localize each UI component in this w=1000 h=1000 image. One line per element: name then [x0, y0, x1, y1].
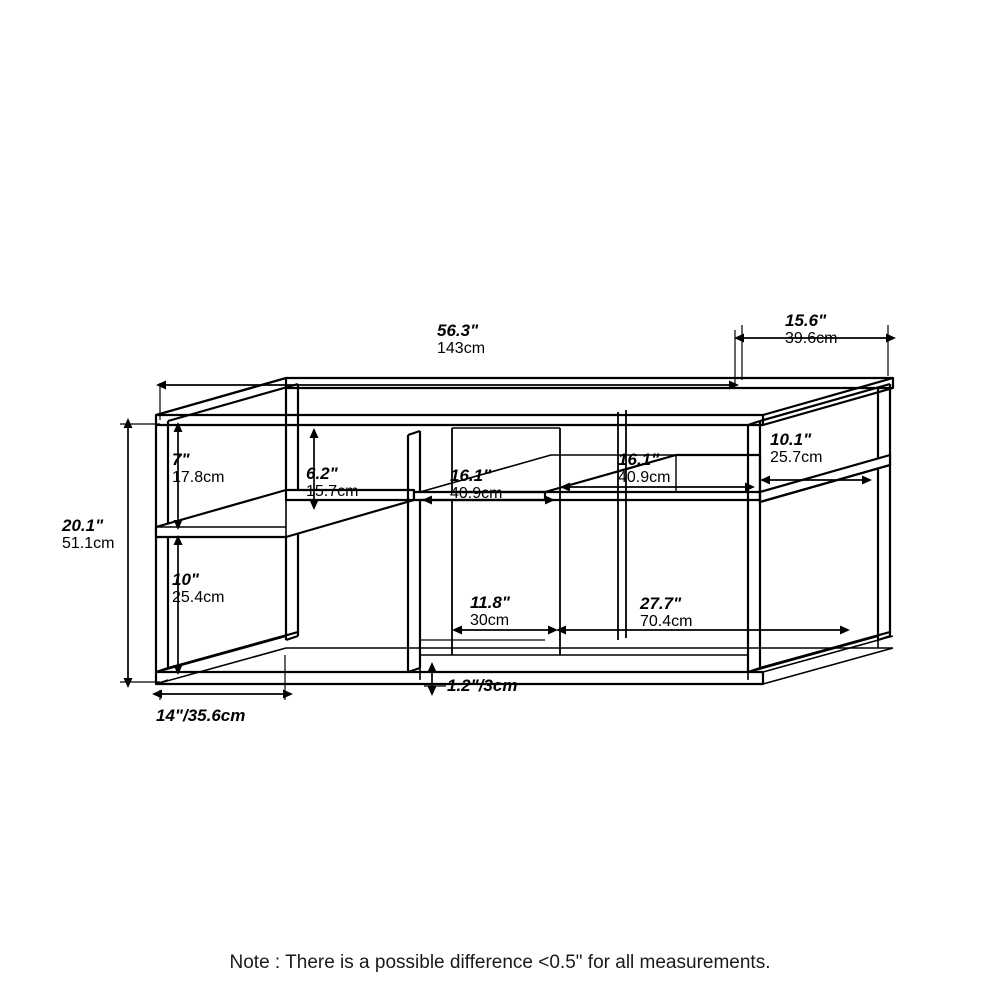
dimension-value-inches: 56.3"	[437, 321, 479, 340]
dimension-overall-width	[437, 321, 485, 358]
dimension-side-opening-depth	[306, 464, 358, 501]
dimension-value-inches: 20.1"	[62, 516, 104, 535]
dimension-value-cm: 51.1cm	[62, 535, 115, 553]
dimension-overall-depth	[785, 311, 837, 348]
dimension-value-cm: 70.4cm	[640, 613, 693, 631]
dimension-value-inches: 7"	[172, 450, 190, 469]
dimension-value-cm: 17.8cm	[172, 469, 225, 487]
dimension-value-inches: 15.6"	[785, 311, 827, 330]
dimension-mid-bay-left-width	[450, 466, 502, 503]
dimension-overall-height	[62, 516, 114, 553]
dimension-value-inches: 1.2"/3cm	[447, 676, 518, 695]
dimension-value-inches: 6.2"	[306, 464, 338, 483]
dimension-value-inches: 10.1"	[770, 430, 812, 449]
dimension-bottom-depth	[156, 706, 245, 726]
dimension-lower-bay-left-width	[470, 593, 510, 630]
dimension-value-inches: 11.8"	[470, 593, 510, 612]
dimension-top-shelf-clearance	[172, 450, 224, 487]
dimension-lower-bay-right-width	[640, 594, 692, 631]
dimension-value-cm: 15.7cm	[306, 483, 359, 501]
dimension-value-inches: 27.7"	[640, 594, 682, 613]
dimension-value-cm: 39.6cm	[785, 330, 838, 348]
dimension-right-shelf-depth	[770, 430, 822, 467]
dimension-base-thickness	[447, 676, 517, 696]
dimension-value-inches: 16.1"	[618, 450, 660, 469]
dimension-value-cm: 25.4cm	[172, 589, 225, 607]
dimension-mid-bay-right-width	[618, 450, 670, 487]
dimension-lower-shelf-height	[172, 570, 224, 607]
dimension-value-inches: 10"	[172, 570, 199, 589]
dimension-value-inches: 16.1"	[450, 466, 492, 485]
stand-body	[156, 378, 893, 684]
dimension-value-cm: 143cm	[437, 340, 486, 358]
dimension-value-inches: 14"/35.6cm	[156, 706, 246, 725]
dimension-value-cm: 25.7cm	[770, 449, 823, 467]
dimension-value-cm: 40.9cm	[618, 469, 671, 487]
measurement-note: Note : There is a possible difference <0.5" for all measurements.	[229, 952, 771, 973]
dimension-value-cm: 30cm	[470, 612, 510, 630]
dimension-value-cm: 40.9cm	[450, 485, 503, 503]
